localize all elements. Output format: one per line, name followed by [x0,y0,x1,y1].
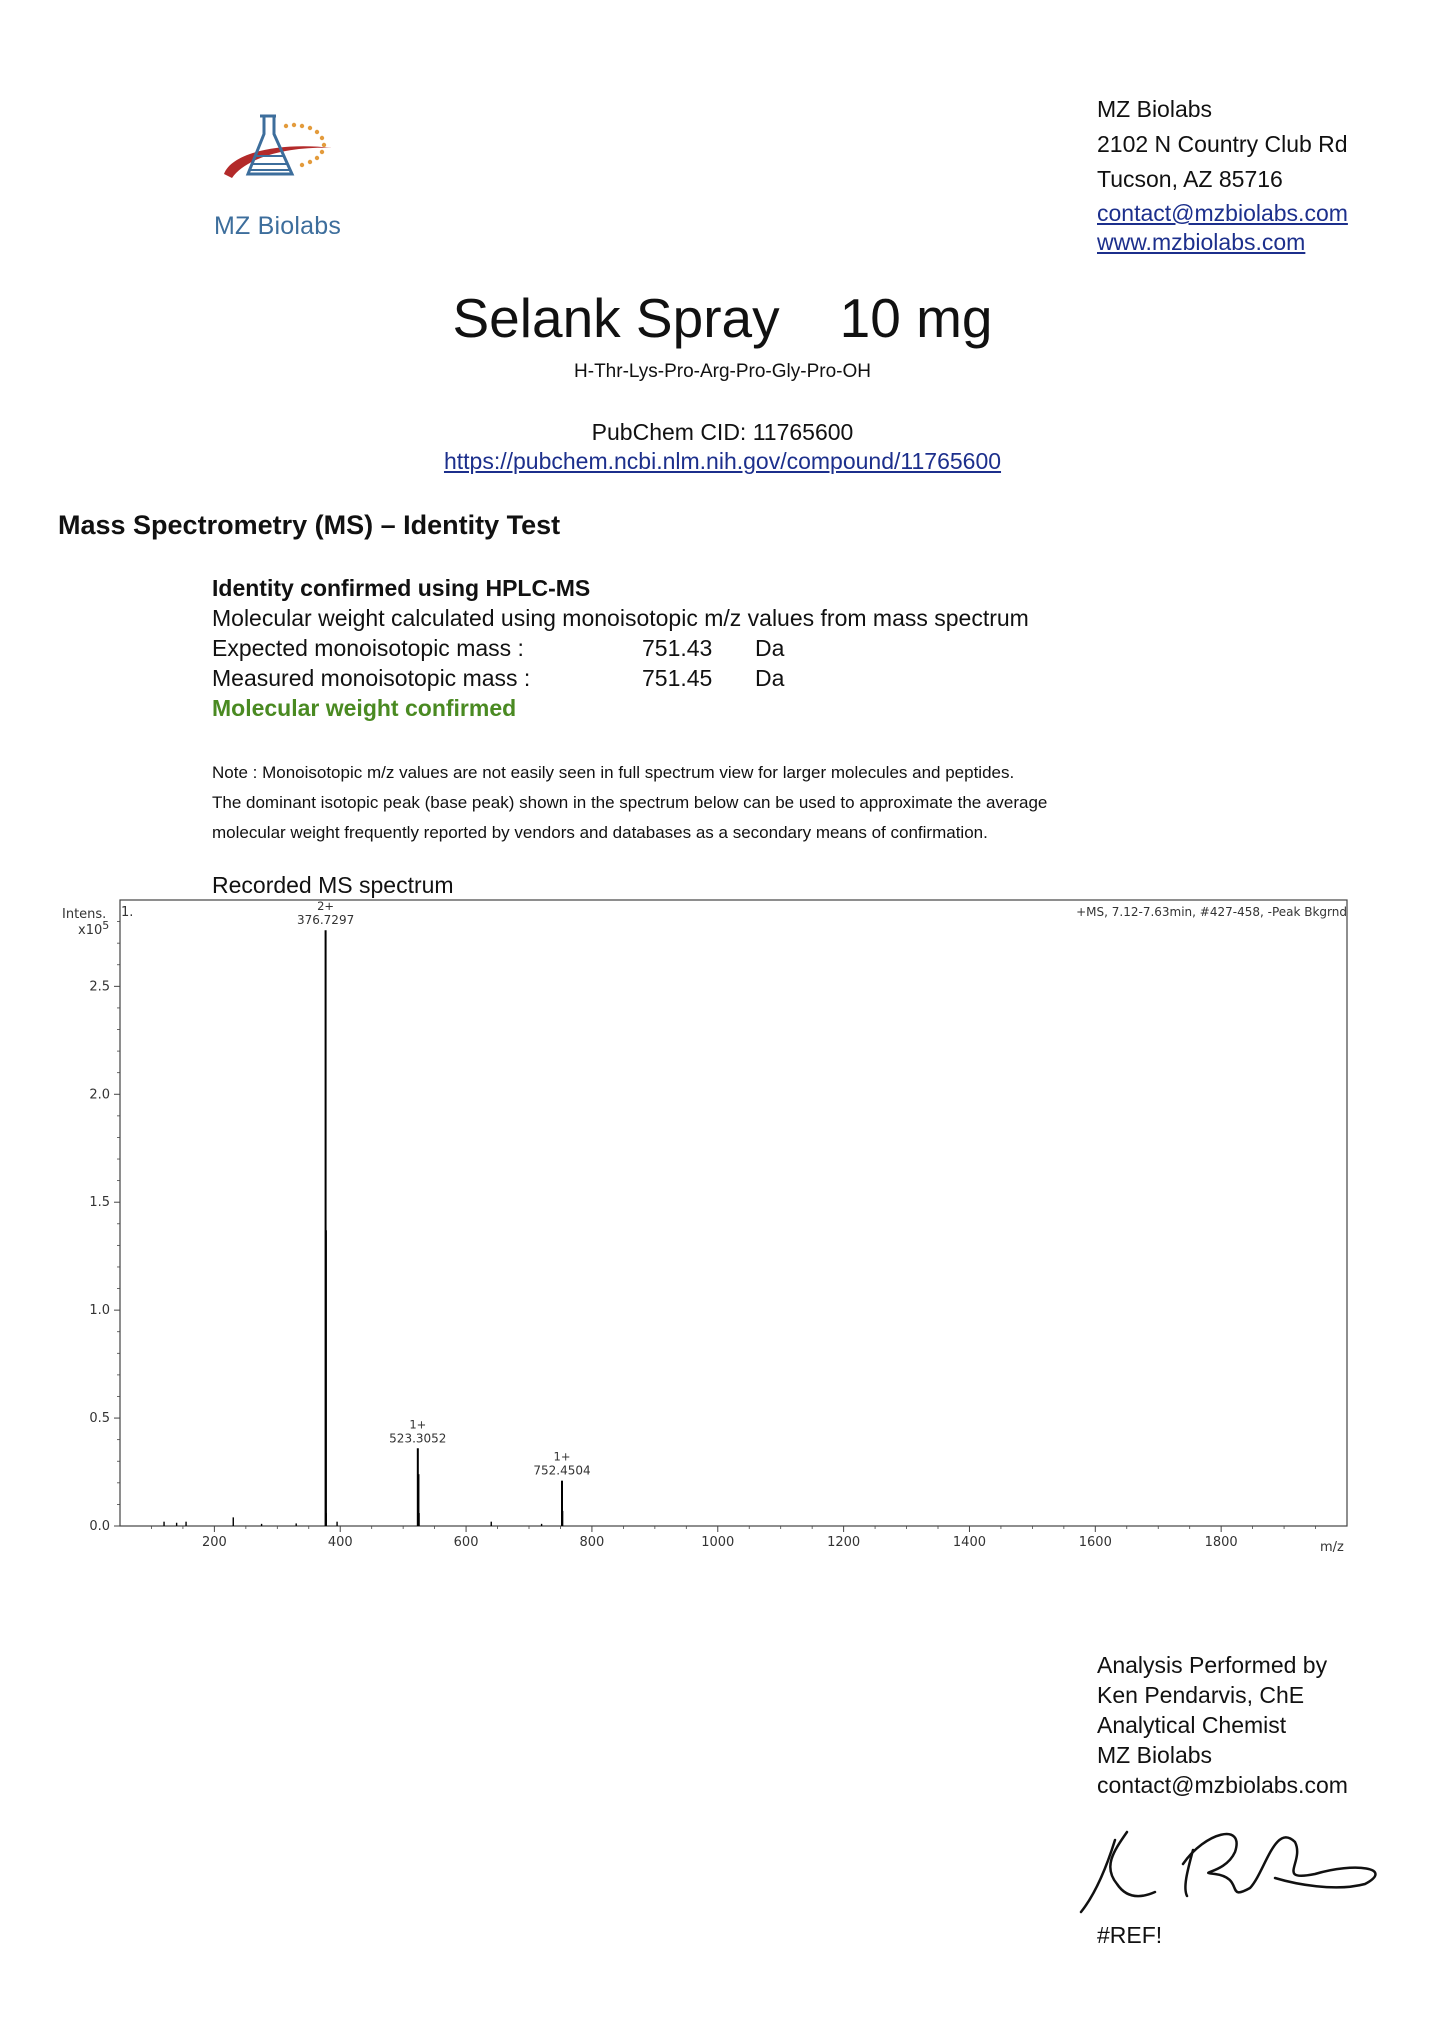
reference-code: #REF! [1097,1922,1163,1948]
peak-charge-label: 1+ [409,1417,427,1432]
expected-mass-label: Expected monoisotopic mass : [212,635,524,661]
x-tick-label: 800 [579,1535,605,1550]
note-line-2: The dominant isotopic peak (base peak) shown in the spectrum below can be used to approximate the average [212,793,1048,812]
peak-labels [297,899,591,1477]
x-tick-label: 1800 [1204,1535,1238,1550]
identity-results [212,573,1029,723]
section-heading: Mass Spectrometry (MS) – Identity Test [58,510,561,540]
note-line-3: molecular weight frequently reported by vendors and databases as a secondary means of confirmation. [212,823,988,842]
x-axis-label: m/z [1320,1540,1344,1555]
product-name: Selank Spray [452,287,780,349]
x-axis [151,1526,1315,1550]
y-axis [89,922,120,1534]
identity-result: Molecular weight confirmed [212,695,517,721]
x-tick-label: 1000 [701,1535,735,1550]
measured-mass-unit: Da [755,665,785,691]
email-link[interactable]: contact@mzbiolabs.com [1097,200,1348,226]
y-tick-label: 0.5 [89,1411,110,1427]
spectrum-caption: Recorded MS spectrum [212,872,454,898]
x-tick-label: 200 [201,1535,227,1550]
peak-charge-label: 1+ [553,1449,571,1464]
acquisition-info: +MS, 7.12-7.63min, #427-458, -Peak Bkgrnd [1076,905,1347,919]
mz-biolabs-logo [212,112,362,198]
peak-mz-label: 376.7297 [296,913,355,928]
x-tick-label: 400 [327,1535,353,1550]
street-address: 2102 N Country Club Rd [1097,131,1348,157]
product-amount: 10 mg [839,287,993,349]
x-tick-label: 1600 [1078,1535,1112,1550]
x-tick-label: 600 [453,1535,479,1550]
y-tick-label: 0.0 [89,1519,110,1534]
analyst-name: Ken Pendarvis, ChE [1097,1682,1305,1708]
city-address: Tucson, AZ 85716 [1097,166,1283,192]
measured-mass-label: Measured monoisotopic mass : [212,665,531,691]
plot-area [120,900,1347,1526]
measured-mass-value: 751.45 [642,665,713,691]
note [212,758,1047,848]
expected-mass-value: 751.43 [642,635,713,661]
note-line-1: Note : Monoisotopic m/z values are not easily seen in full spectrum view for larger molecules and peptides. [212,763,1015,782]
peaks [164,930,563,1526]
y-tick-label: 1.5 [89,1195,110,1211]
peak-charge-label: 2+ [317,899,335,914]
analyst-signature [1075,1812,1405,1932]
x-tick-label: 1200 [827,1535,861,1550]
analysis-heading: Analysis Performed by [1097,1652,1328,1678]
y-axis-label: Intens. [62,907,107,922]
expected-mass-unit: Da [755,635,785,661]
peptide-sequence: H-Thr-Lys-Pro-Arg-Pro-Gly-Pro-OH [574,361,871,382]
peak-mz-label: 523.3052 [389,1431,447,1446]
analysis-block [1097,1650,1348,1800]
measured-mass-row [212,663,1029,693]
identity-method: Molecular weight calculated using monoisotopic m/z values from mass spectrum [212,605,1029,631]
analyst-company: MZ Biolabs [1097,1742,1213,1768]
website-link[interactable]: www.mzbiolabs.com [1097,229,1306,255]
pubchem-cid: PubChem CID: 11765600 [591,419,854,445]
pubchem-link[interactable]: https://pubchem.ncbi.nlm.nih.gov/compound/11765600 [443,448,1002,474]
ms-spectrum-chart [50,896,1360,1566]
y-tick-label: 1.0 [89,1303,110,1319]
analyst-title: Analytical Chemist [1097,1712,1287,1738]
x-tick-label: 1400 [952,1535,987,1550]
y-axis-multiplier-base: x10 [78,923,103,938]
y-tick-label: 2.5 [89,979,110,995]
analyst-email: contact@mzbiolabs.com [1097,1772,1348,1798]
expected-mass-row [212,633,1029,663]
peak-mz-label: 752.4504 [533,1463,591,1478]
identity-headline: Identity confirmed using HPLC-MS [212,575,591,601]
logo-text: MZ Biolabs [214,212,342,240]
company-name: MZ Biolabs [1097,96,1213,122]
product-title [0,286,1445,350]
panel-label: 1. [121,905,134,920]
y-tick-label: 2.0 [89,1087,110,1103]
y-axis-multiplier-exponent: 5 [102,919,110,932]
company-address [1097,92,1348,257]
chart-frame [120,900,1347,1526]
